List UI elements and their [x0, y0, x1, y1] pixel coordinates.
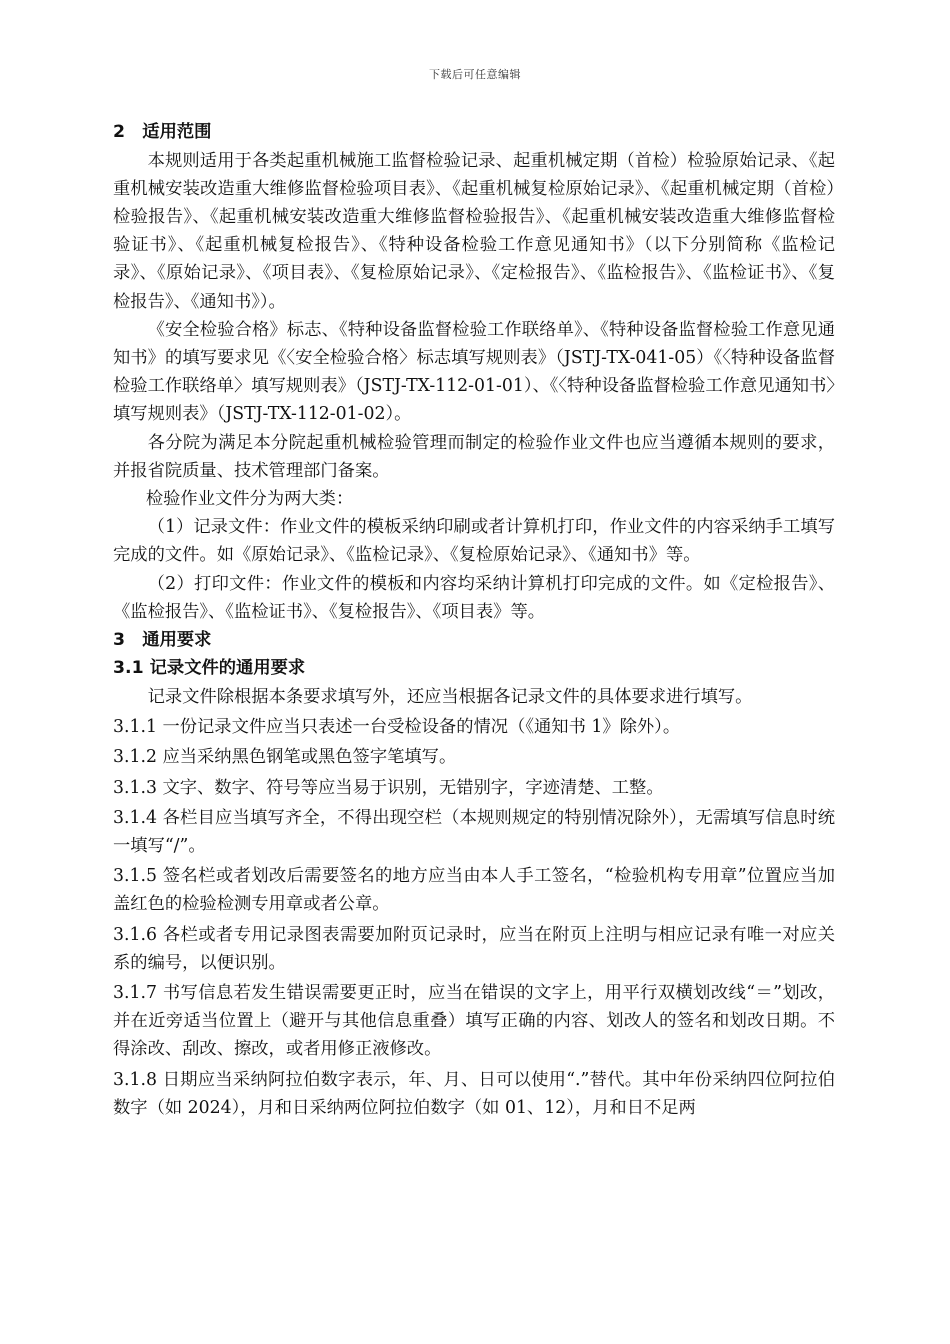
- section-2-title: 2 适用范围: [113, 122, 212, 142]
- paragraph-branch: 各分院为满足本分院起重机械检验管理而制定的检验作业文件也应当遵循本规则的要求，并报省院质量、技术管理部门备案。: [113, 432, 835, 481]
- clause-3-1-1: 3.1.1 一份记录文件应当只表述一台受检设备的情况（《通知书 1》除外）。: [113, 717, 681, 738]
- paragraph-categories: 检验作业文件分为两大类：: [145, 488, 354, 509]
- paragraph-forms: 《安全检验合格》标志、《特种设备监督检验工作联络单》、《特种设备监督检验工作意见通知书》的填写要求见《〈安全检验合格〉标志填写规则表》（JSTJ-TX-041-05）《〈特种设备监督检验工作联络单〉填写规则表》（JSTJ-TX-112-01-01）、《〈特种设备监督检验工作意见通知书〉填写规则表》（JSTJ-TX-112-01-02）。: [113, 319, 835, 425]
- clause-3-1-7: 3.1.7 书写信息若发生错误需要更正时，应当在错误的文字上，用平行双横划改线“＝”划改，并在近旁适当位置上（避开与其他信息重叠）填写正确的内容、划改人的签名和划改日期。不得涂改、刮改、擦改，或者用修正液修改。: [113, 982, 835, 1060]
- document-body: [113, 118, 835, 1122]
- paragraph-3-1-intro: 记录文件除根据本条要求填写外，还应当根据各记录文件的具体要求进行填写。: [147, 686, 753, 707]
- paragraph-print-files: （2）打印文件：作业文件的模板和内容均采纳计算机打印完成的文件。如《定检报告》、《监检报告》、《监检证书》、《复检报告》、《项目表》等。: [113, 573, 835, 622]
- paragraph-scope: 本规则适用于各类起重机械施工监督检验记录、起重机械定期（首检）检验原始记录、《起重机械安装改造重大维修监督检验项目表》、《起重机械复检原始记录》、《起重机械定期（首检）检验报告》、《起重机械安装改造重大维修监督检验报告》、《起重机械安装改造重大维修监督检验证书》、《起重机械复检报告》、《特种设备检验工作意见通知书》（以下分别简称《监检记录》、《原始记录》、《项目表》、《复检原始记录》、《定检报告》、《监检报告》、《监检证书》、《复检报告》、《通知书》）。: [113, 150, 835, 312]
- clause-3-1-2: 3.1.2 应当采纳黑色钢笔或黑色签字笔填写。: [113, 747, 457, 768]
- clause-3-1-5: 3.1.5 签名栏或者划改后需要签名的地方应当由本人手工签名，“检验机构专用章”位置应当加盖红色的检验检测专用章或者公章。: [113, 866, 835, 915]
- paragraph-record-files: （1）记录文件：作业文件的模板采纳印刷或者计算机打印，作业文件的内容采纳手工填写完成的文件。如《原始记录》、《监检记录》、《复检原始记录》、《通知书》等。: [113, 517, 835, 566]
- page-header-note: 下载后可任意编辑: [429, 68, 521, 81]
- section-3-1-title: 3.1 记录文件的通用要求: [113, 658, 306, 679]
- clause-3-1-4: 3.1.4 各栏目应当填写齐全，不得出现空栏（本规则规定的特别情况除外），无需填写信息时统一填写“/”。: [113, 807, 835, 856]
- clause-3-1-8: 3.1.8 日期应当采纳阿拉伯数字表示，年、月、日可以使用“.”替代。其中年份采纳四位阿拉伯数字（如 2024），月和日采纳两位阿拉伯数字（如 01、12），月和日不足两: [113, 1069, 835, 1118]
- clause-3-1-6: 3.1.6 各栏或者专用记录图表需要加附页记录时，应当在附页上注明与相应记录有唯一对应关系的编号，以便识别。: [113, 924, 835, 973]
- section-3-title: 3 通用要求: [113, 629, 212, 650]
- clause-3-1-3: 3.1.3 文字、数字、符号等应当易于识别，无错别字，字迹清楚、工整。: [113, 777, 664, 798]
